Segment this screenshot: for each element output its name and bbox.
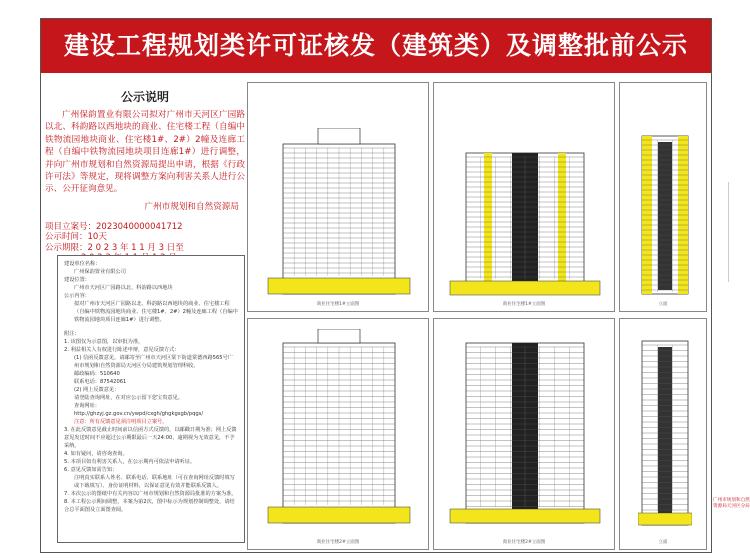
notes-label: 附注： xyxy=(64,331,80,337)
builder-label: 建设单位名称： xyxy=(64,261,101,267)
url[interactable]: http://ghzyj.gz.gov.cn/ywpd/cxgh/ghgkgsgb/pqgs/ xyxy=(74,411,204,417)
phone-row: 联系电话：87542061 xyxy=(74,379,127,385)
builder: 广州保韵置业有限公司 xyxy=(74,269,126,275)
dates-row: 公示期限：2 0 2 3 年 1 1 月 3 日至 xyxy=(45,242,184,253)
location: 广州市天河区广园路以北、科韵路以西地块 xyxy=(74,285,173,291)
note-2: 2. 利益相关人有权进行陈述申辩，意见反馈方式： xyxy=(64,347,180,353)
elevation-drawing-5 xyxy=(444,333,606,529)
notice-heading: 公示说明 xyxy=(120,90,169,104)
period-row: 公示时间：10天 xyxy=(45,232,107,243)
elevation-panel-2 xyxy=(433,82,615,312)
panel-caption: 立面 xyxy=(658,302,668,307)
content: 拟对广州市天河区广园路以北、科韵路以西地块的商业、住宅楼工程（自编中铁物流园地块商业、住宅楼1#、2#）2幢及连廊工程（自编中铁物流园地块项目连廊1#）进行调整。 xyxy=(74,301,238,323)
note-2a: (1) 信函反馈意见，请邮寄至广州市天河区棠下街道棠德西路565号广州市规划和自然资源局天河区分局建筑规划管理科收。 xyxy=(74,355,233,369)
note-7: 7. 本次公示的图纸中有关内容以广州市规划和自然资源局批准的方案为准。 xyxy=(64,491,237,497)
panel-caption: 商业住宅楼2#立面图 xyxy=(502,540,546,545)
panel-caption: 商业住宅楼2#立面图 xyxy=(316,540,360,545)
elevation-panel-4 xyxy=(247,318,429,550)
url-label: 查询网址： xyxy=(74,403,100,409)
elevation-drawing-2 xyxy=(444,143,606,298)
note-8: 8. 本工程公示期间调整，本案为第2次，图中标示为规划控制调整处，请结合总平面图及立面图查阅。 xyxy=(64,499,235,513)
project-number-row: 项目立案号：2023040000041712 xyxy=(45,221,183,232)
panel-caption: 商业住宅楼1#立面图 xyxy=(502,302,546,307)
panel-caption: 立面 xyxy=(658,540,668,545)
elevation-panel-1 xyxy=(247,82,429,312)
elevation-drawing-4 xyxy=(258,329,420,529)
note-6a: 注明真实联系人姓名、联系电话、联系地址（可在查询网址反馈时填写或下载填写）、身份证明材料，以保证意见有效并能联系反馈人。 xyxy=(74,475,235,489)
banner-title: 建设工程规划类许可证核发（建筑类）及调整批前公示 xyxy=(41,19,711,73)
note-2b: (2) 网上反馈意见： xyxy=(74,387,120,393)
note-5: 5. 本项目如有利害关系人，在公示期内可依法申请听证。 xyxy=(64,459,196,465)
elevation-grid xyxy=(247,82,707,550)
note-4: 4. 如有疑问，请咨询查询。 xyxy=(64,451,128,457)
elevation-panel-5 xyxy=(433,318,615,550)
elevation-panel-3 xyxy=(619,82,707,312)
content-label: 公示内容： xyxy=(64,293,90,299)
note-3: 3. 在此反馈意见截止时间前以信函方式反馈的，以邮戳日期为准；网上反馈意见发送时间不应超过公示期限最后一天24:00，逾期视为无效意见，不予采纳。 xyxy=(64,427,237,449)
location-label: 建设位置： xyxy=(64,277,90,283)
approval-stamp: 广州市规划和自然资源局天河区分局 xyxy=(713,498,750,509)
elevation-drawing-6 xyxy=(638,333,692,529)
panel-caption: 商业住宅楼1#立面图 xyxy=(316,302,360,307)
elevation-drawing-3 xyxy=(638,128,692,298)
elevation-panel-6 xyxy=(619,318,707,550)
note-6: 6. 意见反馈如需告知： xyxy=(64,467,118,473)
side-rail xyxy=(728,182,742,282)
note-2b1: 请登陆查询网址，在对应公示留下您宝贵意见。 xyxy=(74,395,183,401)
notice-body: 广州保韵置业有限公司拟对广州市天河区广园路以北、科韵路以西地块的商业、住宅楼工程（自编中铁物流园地块商业、住宅楼1#、2#）2幢及连廊工程（自编中铁物流园地块项目连廊1#）进行调整，并向广州市规划和自然资源局提出申请，根据《行政许可法》等规定，现将调整方案向利害关系人进行公示、公开征询意见。 xyxy=(45,110,245,195)
notice-signature: 广州市规划和自然资源局 xyxy=(144,201,239,212)
postcode-row: 邮政编码：510640 xyxy=(74,371,120,377)
note-1: 1. 该图仅为示意图，以审批为准。 xyxy=(64,339,144,345)
warning: 注意：所有反馈意见须注明项目立案号。 xyxy=(74,419,168,425)
notice-sheet xyxy=(57,255,245,543)
elevation-drawing-1 xyxy=(258,128,420,298)
